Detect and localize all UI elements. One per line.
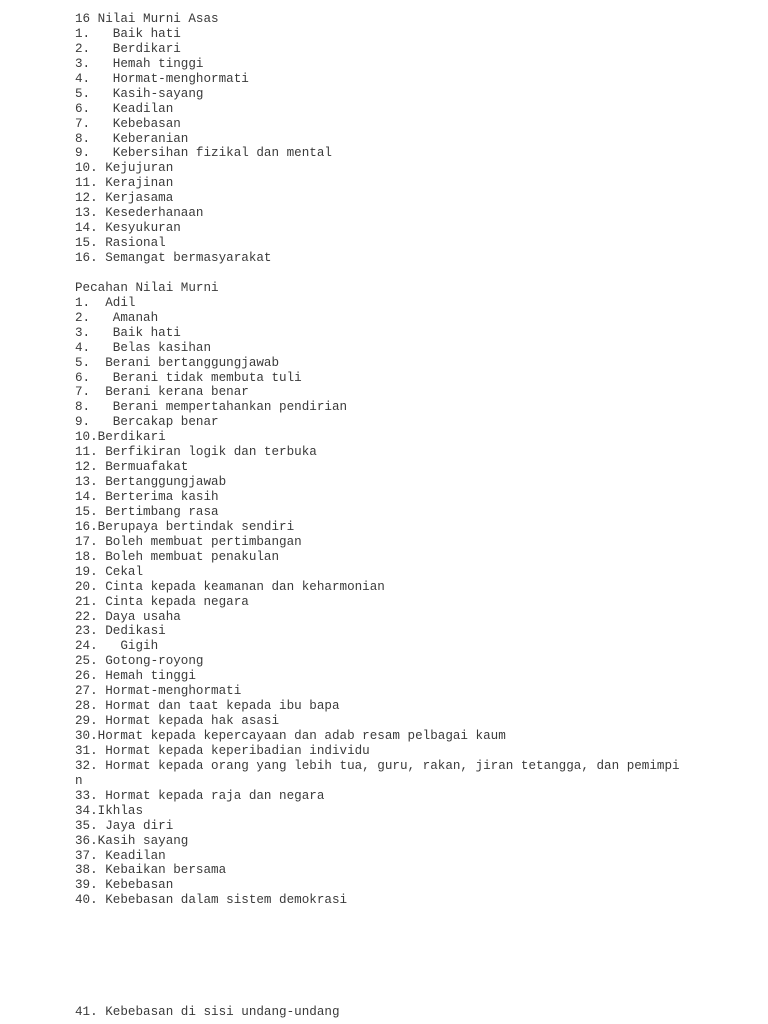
list-item: 27. Hormat-menghormati xyxy=(75,684,242,699)
list-item: 30.Hormat kepada kepercayaan dan adab resam pelbagai kaum xyxy=(75,729,506,743)
list-item: 11. Kerajinan xyxy=(75,176,174,191)
list-item: 22. Daya usaha xyxy=(75,609,181,624)
list-item: 10.Berdikari xyxy=(75,430,166,445)
list-item: 4. Belas kasihan xyxy=(75,340,212,355)
list-item: 5. Berani bertanggungjawab xyxy=(75,355,280,370)
list-item: 13. Bertanggungjawab xyxy=(75,475,227,490)
page2-first-line: 41. Kebebasan di sisi undang-undang xyxy=(75,1005,340,1019)
list-item: 14. Kesyukuran xyxy=(75,221,181,236)
list-item: 6. Keadilan xyxy=(75,101,174,116)
list-item: 3. Hemah tinggi xyxy=(75,56,204,71)
list-item: 11. Berfikiran logik dan terbuka xyxy=(75,445,317,460)
list-item: 28. Hormat dan taat kepada ibu bapa xyxy=(75,699,340,714)
list-item: 19. Cekal xyxy=(75,564,144,579)
list-item: 21. Cinta kepada negara xyxy=(75,594,249,609)
list-item: 39. Kebebasan xyxy=(75,878,174,893)
list-item: 14. Berterima kasih xyxy=(75,490,219,504)
list-item: 8. Keberanian xyxy=(75,131,189,146)
list-item: 3. Baik hati xyxy=(75,325,181,340)
document-text-block xyxy=(75,12,680,908)
list-item: 8. Berani mempertahankan pendirian xyxy=(75,400,348,415)
list-item: 32. Hormat kepada orang yang lebih tua, guru, rakan, jiran tetangga, dan pemimpin xyxy=(75,758,680,788)
list-item: 33. Hormat kepada raja dan negara xyxy=(75,788,325,803)
list-item: 10. Kejujuran xyxy=(75,161,174,176)
list-item: 2. Berdikari xyxy=(75,41,181,56)
list-item: 15. Rasional xyxy=(75,236,166,251)
list-item: 16.Berupaya bertindak sendiri xyxy=(75,519,295,534)
list-item: 13. Kesederhanaan xyxy=(75,206,204,221)
list-item: 12. Kerjasama xyxy=(75,191,174,206)
list-item: 7. Berani kerana benar xyxy=(75,385,249,400)
list-item: 40. Kebebasan dalam sistem demokrasi xyxy=(75,893,348,908)
list-item: 23. Dedikasi xyxy=(75,624,166,639)
list-item: 24. Gigih xyxy=(75,639,159,654)
list-item: 16. Semangat bermasyarakat xyxy=(75,251,272,265)
list-item: 35. Jaya diri xyxy=(75,818,174,833)
list-item: 9. Bercakap benar xyxy=(75,415,219,430)
list-item: 5. Kasih-sayang xyxy=(75,86,204,101)
section-title: Pecahan Nilai Murni xyxy=(75,280,219,295)
list-item: 18. Boleh membuat penakulan xyxy=(75,549,280,564)
list-item: 31. Hormat kepada keperibadian individu xyxy=(75,743,370,758)
list-item: 20. Cinta kepada keamanan dan keharmonian xyxy=(75,579,385,594)
list-item: 29. Hormat kepada hak asasi xyxy=(75,714,280,729)
list-item: 26. Hemah tinggi xyxy=(75,669,196,684)
section-title: 16 Nilai Murni Asas xyxy=(75,12,219,26)
list-item: 7. Kebebasan xyxy=(75,116,181,131)
list-item: 37. Keadilan xyxy=(75,848,166,863)
list-item: 36.Kasih sayang xyxy=(75,833,189,848)
list-item: 25. Gotong-royong xyxy=(75,654,204,669)
list-item: 9. Kebersihan fizikal dan mental xyxy=(75,146,332,161)
list-item: 4. Hormat-menghormati xyxy=(75,71,249,86)
list-item: 38. Kebaikan bersama xyxy=(75,863,227,878)
list-item: 1. Baik hati xyxy=(75,26,181,41)
list-item: 2. Amanah xyxy=(75,310,159,325)
list-item: 12. Bermuafakat xyxy=(75,460,189,475)
list-item: 6. Berani tidak membuta tuli xyxy=(75,370,302,385)
list-item: 34.Ikhlas xyxy=(75,803,144,818)
blank-line xyxy=(75,266,680,281)
list-item: 1. Adil xyxy=(75,295,136,310)
list-item: 17. Boleh membuat pertimbangan xyxy=(75,534,302,549)
list-item: 15. Bertimbang rasa xyxy=(75,504,219,519)
